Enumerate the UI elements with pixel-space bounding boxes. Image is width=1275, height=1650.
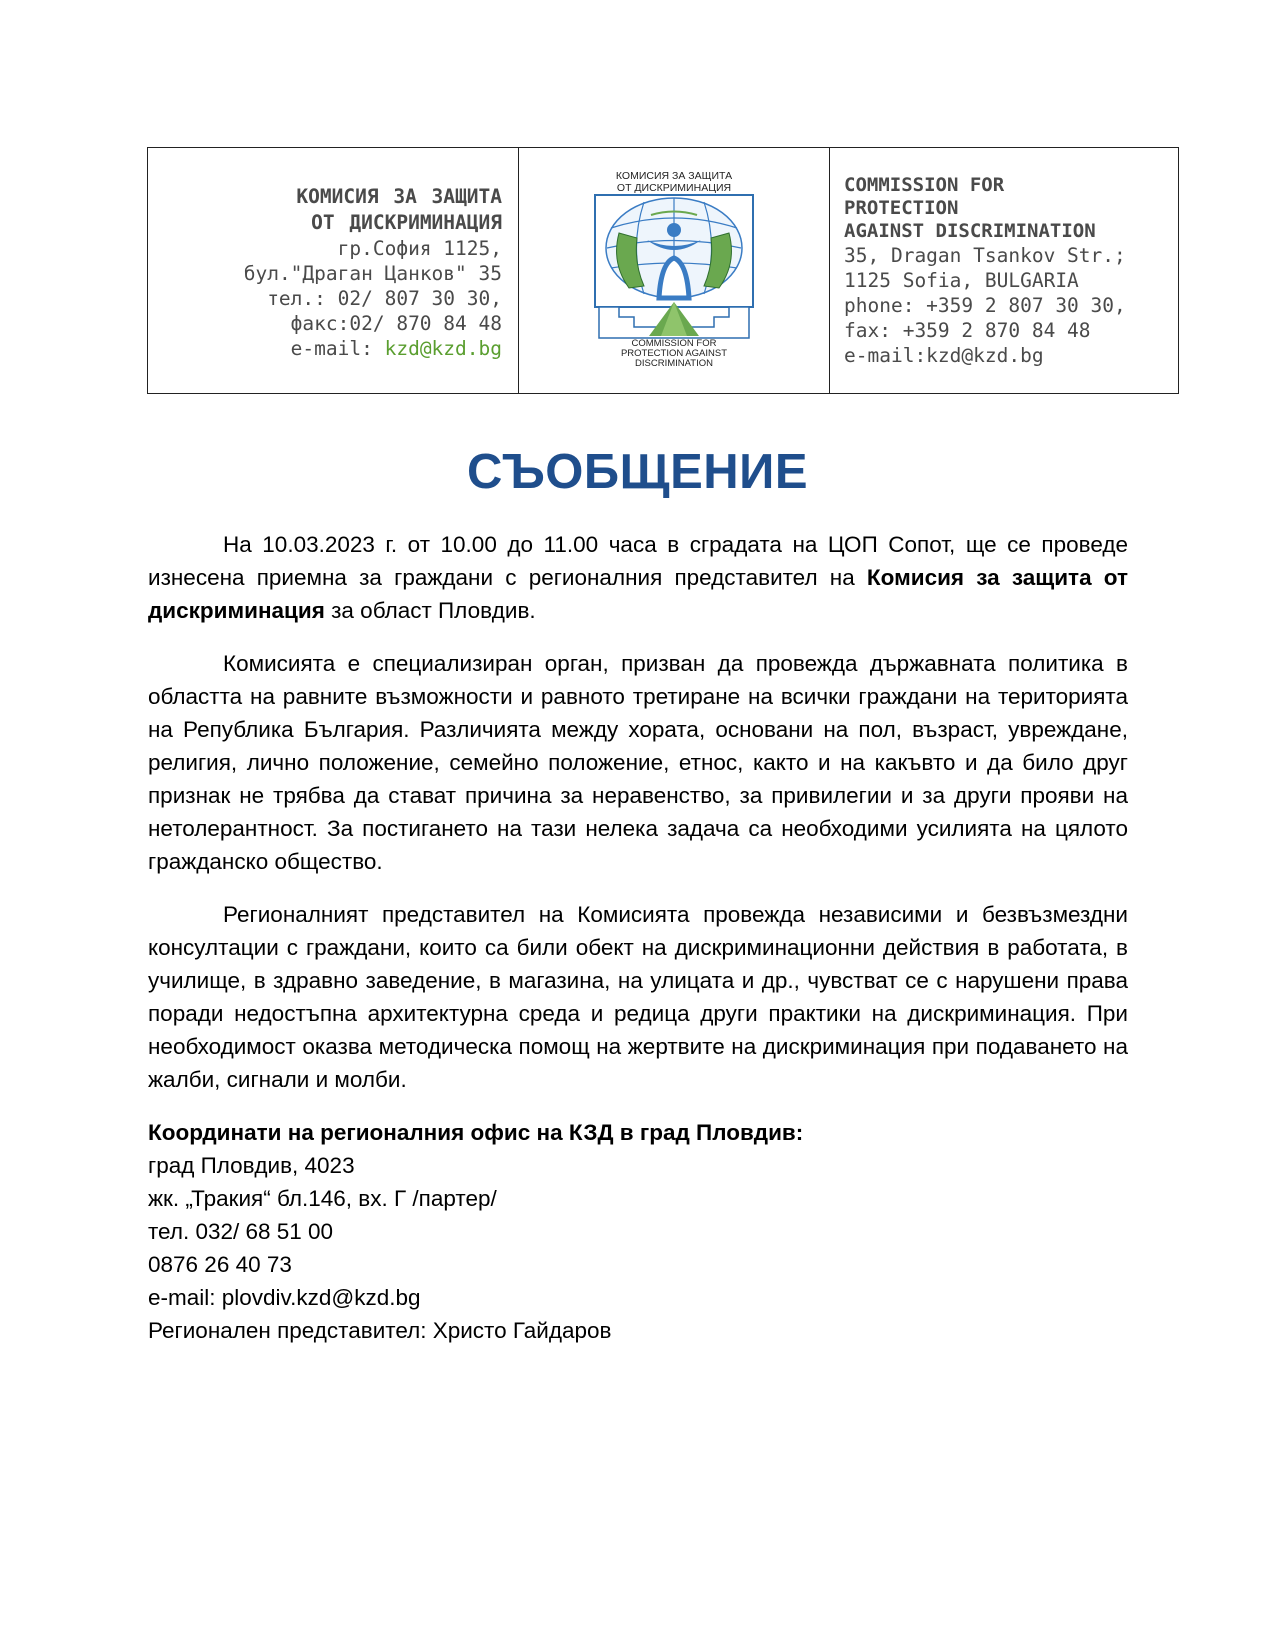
org-name-en-line3: AGAINST DISCRIMINATION [844,220,1096,242]
contact-phone: тел. 032/ 68 51 00 [148,1219,334,1244]
logo-bottom-text-3: DISCRIMINATION [635,358,713,368]
contact-title-colon: : [795,1120,804,1145]
contact-mobile: 0876 26 40 73 [148,1252,292,1277]
address-street-bg: бул."Драган Цанков" 35 [243,262,502,285]
page-title: СЪОБЩЕНИЕ [466,445,809,499]
letterhead-en [830,148,1178,393]
logo-top-text-1: КОМИСИЯ ЗА ЗАЩИТА [615,170,733,182]
phone-en: phone: +359 2 807 30 30, [844,294,1126,317]
logo-top-text-2: ОТ ДИСКРИМИНАЦИЯ [616,182,732,194]
org-name-en-line2: PROTECTION [844,197,959,219]
logo-bottom-text-1: COMMISSION FOR [631,338,717,349]
paragraph-commission-role: Комисията е специализиран орган, призван да провежда държавната политика в областта на равните възможности и равното третиране на всички граждани на територията на Република България. Различията между хората, основани на пол, възраст, увреждане, религия, лично положение, семейно положение, етнос, както и на какъвто и да било друг признак не трябва да стават причина за неравенство, за привилегии и за други прояви на нетолерантност. За постигането на тази нелека задача са необходими усилията на цялото гражданско общество. [148,651,1128,874]
email-en[interactable]: e-mail:kzd@kzd.bg [844,344,1044,367]
letterhead-logo-cell [519,148,830,393]
contact-address: жк. „Тракия“ бл.146, вх. Г /партер/ [148,1186,497,1211]
fax-en: fax: +359 2 870 84 48 [844,319,1091,342]
org-name-bg-line1: КОМИСИЯ ЗА ЗАЩИТА [296,185,502,208]
phone-bg: тел.: 02/ 807 30 30, [267,287,502,310]
commission-logo-icon [589,168,759,368]
email-link-bg[interactable]: kzd@kzd.bg [384,337,502,360]
paragraph-announcement-start: На 10.03.2023 г. от 10.00 до 11.00 часа в сградата на ЦОП Сопот, ще се проведе изнесена приемна за граждани с регионалния представител на [148,532,1128,590]
contact-title [148,1116,1128,1149]
address-street-en: 35, Dragan Tsankov Str.; [844,244,1126,267]
contact-city: град Пловдив, 4023 [148,1153,355,1178]
email-label-bg: e-mail: [290,337,385,360]
org-name-bg-line2: ОТ ДИСКРИМИНАЦИЯ [311,211,502,234]
address-city-bg: гр.София 1125, [337,237,502,260]
paragraph-representative-services: Регионалният представител на Комисията провежда независими и безвъзмездни консултации с граждани, които са били обект на дискриминационни действия в работата, в училище, в здравно заведение, в магазина, на улицата и др., чувстват се с нарушени права поради недостъпна архитектурна среда и редица други практики на дискриминация. При необходимост оказва методическа помощ на жертвите на дискриминация при подаването на жалби, сигнали и молби. [148,902,1128,1092]
org-name-en-line1: COMMISSION FOR [844,174,1005,196]
address-city-en: 1125 Sofia, BULGARIA [844,269,1079,292]
contact-title-text: Координати на регионалния офис на КЗД в град Пловдив [148,1120,796,1145]
announcement-body [148,528,1128,1347]
email-bg [148,336,502,361]
commission-name-bold: Комисия за защита от дискриминация [148,565,1128,623]
fax-bg: факс:02/ 870 84 48 [290,312,502,335]
logo-bottom-text-2: PROTECTION AGAINST [620,348,728,359]
paragraph-announcement [148,528,1128,627]
contact-representative: Регионален представител: Христо Гайдаров [148,1318,612,1343]
contact-block [148,1116,1128,1347]
letterhead-bg [148,148,519,393]
paragraph-announcement-end: за област Пловдив. [324,598,536,623]
letterhead [147,147,1179,394]
contact-email[interactable]: e-mail: plovdiv.kzd@kzd.bg [148,1285,421,1310]
